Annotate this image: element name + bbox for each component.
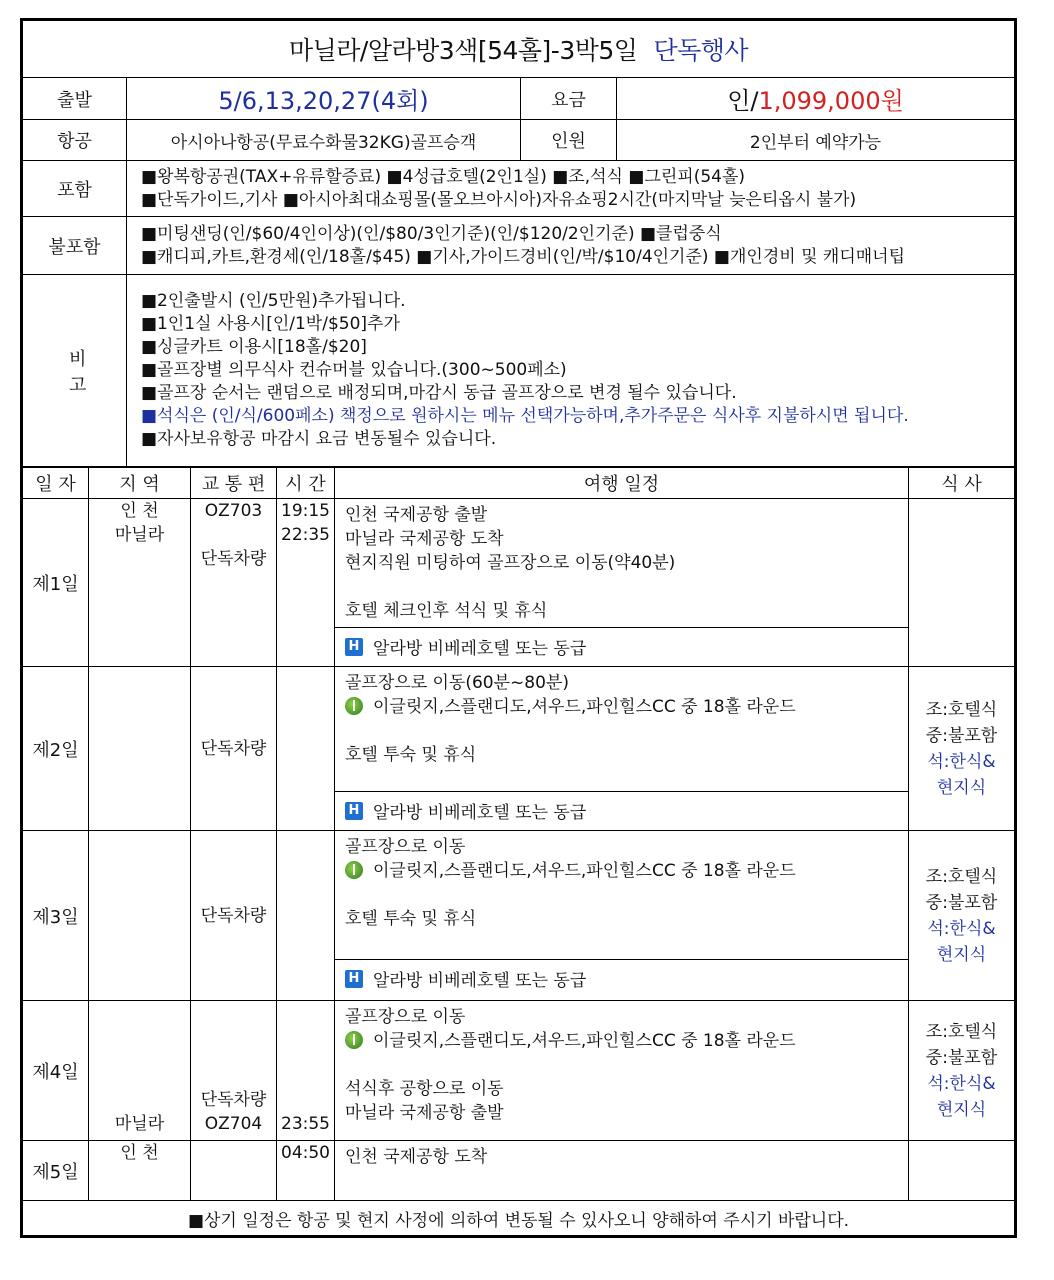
day-label: 제5일 — [23, 1141, 89, 1201]
hotel-name: 알라방 비베레호텔 또는 동급 — [373, 971, 587, 991]
schedule-line: 마닐라 국제공항 도착 — [345, 529, 504, 549]
meal-lunch: 중:불포함 — [925, 725, 998, 746]
schedule-cell — [335, 667, 909, 831]
people-label: 인원 — [521, 120, 617, 161]
schedule-line: 골프장으로 이동 — [345, 1007, 466, 1027]
day-row-3 — [23, 831, 1015, 1001]
note-label: 비고 — [23, 275, 127, 467]
note-list — [127, 275, 1015, 467]
schedule-line: 골프장으로 이동 — [345, 837, 466, 857]
page-title — [23, 21, 1015, 78]
hotel-line — [335, 628, 908, 665]
vehicle: 단독차량 — [200, 905, 267, 926]
time-line: 19:15 — [281, 501, 330, 521]
footer-notice: ■상기 일정은 항공 및 현지 사정에 의하여 변동될 수 있사오니 양해하여 주시기 바랍니다. — [23, 1201, 1015, 1236]
schedule-line: 인천 국제공항 도착 — [345, 1147, 488, 1167]
region-line: 마닐라 — [114, 525, 165, 545]
note-line: ■골프장 순서는 랜덤으로 배정되며,마감시 동급 골프장으로 변경 될수 있습니다. — [141, 383, 737, 403]
schedule-cell — [335, 831, 909, 1001]
itinerary-sheet — [20, 18, 1017, 1238]
col-schedule: 여행 일정 — [335, 468, 909, 499]
schedule-line: 골프장으로 이동(60분~80분) — [345, 673, 569, 693]
schedule-line: 호텔 투숙 및 휴식 — [345, 745, 477, 765]
region-cell — [89, 499, 191, 667]
fee-value — [617, 78, 1015, 120]
golf-icon — [345, 697, 363, 715]
time-cell — [277, 499, 335, 667]
note-line: ■골프장별 의무식사 컨슈머블 있습니다.(300~500페소) — [141, 360, 567, 380]
schedule-cell — [335, 1001, 909, 1141]
meal-breakfast: 조:호텔식 — [925, 866, 998, 887]
vehicle: 단독차량 — [200, 738, 267, 759]
flight-code: OZ704 — [204, 1114, 263, 1134]
day-row-4 — [23, 1001, 1015, 1141]
day-row-1 — [23, 499, 1015, 667]
air-label: 항공 — [23, 120, 127, 161]
exclude-list — [127, 217, 1015, 275]
exclude-label: 불포함 — [23, 217, 127, 275]
note-line: ■2인출발시 (인/5만원)추가됩니다. — [141, 291, 406, 311]
time-cell — [277, 1141, 335, 1201]
day-row-2 — [23, 667, 1015, 831]
fee-amount: 1,099,000원 — [758, 87, 904, 115]
col-time: 시 간 — [277, 468, 335, 499]
golf-line — [345, 859, 898, 883]
time-line: 23:55 — [281, 1114, 330, 1134]
meal-dinner: 현지식 — [936, 1099, 987, 1120]
day-label: 제3일 — [23, 831, 89, 1001]
meal-dinner: 석:한식& — [927, 1073, 996, 1094]
col-meal: 식 사 — [909, 468, 1015, 499]
golf-text: 이글릿지,스플랜디도,셔우드,파인힐스CC 중 18홀 라운드 — [373, 1031, 796, 1051]
schedule-line: 현지직원 미팅하여 골프장으로 이동(약40분) — [345, 553, 676, 573]
meal-cell — [909, 667, 1015, 831]
include-list — [127, 161, 1015, 217]
hotel-line — [335, 960, 908, 997]
golf-line — [345, 695, 898, 719]
golf-icon — [345, 861, 363, 879]
schedule-line: 마닐라 국제공항 출발 — [345, 1103, 504, 1123]
meal-lunch: 중:불포함 — [925, 892, 998, 913]
hotel-line — [335, 792, 908, 829]
meal-cell — [909, 831, 1015, 1001]
time-line: 22:35 — [281, 525, 330, 545]
transport-cell — [191, 667, 277, 831]
day-row-5 — [23, 1141, 1015, 1201]
col-transport: 교 통 편 — [191, 468, 277, 499]
itinerary-table — [22, 467, 1015, 1236]
depart-value: 5/6,13,20,27(4회) — [127, 78, 521, 120]
golf-icon — [345, 1031, 363, 1049]
exclude-line: ■캐디피,카트,환경세(인/18홀/$45) ■기사,가이드경비(인/박/$10/4인기준) ■개인경비 및 캐디매너팁 — [141, 246, 906, 267]
meal-dinner: 현지식 — [936, 777, 987, 798]
people-value: 2인부터 예약가능 — [617, 120, 1015, 161]
meal-cell — [909, 499, 1015, 667]
meal-cell — [909, 1141, 1015, 1201]
transport-cell — [191, 1141, 277, 1201]
time-cell — [277, 667, 335, 831]
region-cell — [89, 831, 191, 1001]
meal-breakfast: 조:호텔식 — [925, 699, 998, 720]
golf-text: 이글릿지,스플랜디도,셔우드,파인힐스CC 중 18홀 라운드 — [373, 861, 796, 881]
golf-text: 이글릿지,스플랜디도,셔우드,파인힐스CC 중 18홀 라운드 — [373, 697, 796, 717]
region-cell — [89, 1141, 191, 1201]
hotel-icon: H — [345, 802, 363, 820]
note-line: ■자사보유항공 마감시 요금 변동될수 있습니다. — [141, 429, 497, 449]
fee-prefix: 인/ — [727, 87, 759, 115]
title-accent: 단독행사 — [653, 36, 749, 65]
meal-dinner: 석:한식& — [927, 918, 996, 939]
meal-lunch: 중:불포함 — [925, 1047, 998, 1068]
hotel-name: 알라방 비베레호텔 또는 동급 — [373, 803, 587, 823]
hotel-icon: H — [345, 638, 363, 656]
region-line: 인 천 — [120, 1143, 159, 1163]
exclude-line: ■미팅샌딩(인/$60/4인이상)(인/$80/3인기준)(인/$120/2인기준) ■클럽중식 — [141, 223, 722, 244]
flight-code: OZ703 — [204, 501, 263, 521]
header-table — [22, 20, 1015, 467]
air-value: 아시아나항공(무료수화물32KG)골프승객 — [127, 120, 521, 161]
day-label: 제4일 — [23, 1001, 89, 1141]
note-line: ■싱글카트 이용시[18홀/$20] — [141, 337, 367, 357]
golf-line — [345, 1029, 898, 1053]
col-region: 지 역 — [89, 468, 191, 499]
schedule-line: 석식후 공항으로 이동 — [345, 1079, 504, 1099]
day-label: 제2일 — [23, 667, 89, 831]
meal-dinner: 석:한식& — [927, 751, 996, 772]
transport-cell — [191, 831, 277, 1001]
include-line: ■왕복항공권(TAX+유류할증료) ■4성급호텔(2인1실) ■조,석식 ■그린피(54홀) — [141, 166, 746, 187]
fee-label: 요금 — [521, 78, 617, 120]
note-line-dinner: ■석식은 (인/식/600페소) 책정으로 원하시는 메뉴 선택가능하며,추가주문은 식사후 지불하시면 됩니다. — [141, 406, 909, 426]
transport-cell — [191, 499, 277, 667]
meal-breakfast: 조:호텔식 — [925, 1021, 998, 1042]
col-day: 일 자 — [23, 468, 89, 499]
transport-cell — [191, 1001, 277, 1141]
schedule-line: 인천 국제공항 출발 — [345, 505, 488, 525]
include-label: 포함 — [23, 161, 127, 217]
time-line: 04:50 — [281, 1143, 330, 1163]
depart-label: 출발 — [23, 78, 127, 120]
title-main: 마닐라/알라방3색[54홀]-3박5일 — [288, 36, 638, 65]
vehicle: 단독차량 — [200, 1090, 267, 1110]
schedule-cell — [335, 499, 909, 667]
region-cell — [89, 667, 191, 831]
schedule-line: 호텔 체크인후 석식 및 휴식 — [345, 601, 548, 621]
hotel-icon: H — [345, 970, 363, 988]
time-cell — [277, 1001, 335, 1141]
vehicle: 단독차량 — [200, 549, 267, 569]
meal-cell — [909, 1001, 1015, 1141]
region-line: 마닐라 — [114, 1114, 165, 1134]
include-line: ■단독가이드,기사 ■아시아최대쇼핑몰(몰오브아시아)자유쇼핑2시간(마지막날 늦은티옵시 불가) — [141, 189, 857, 210]
schedule-cell — [335, 1141, 909, 1201]
region-cell — [89, 1001, 191, 1141]
hotel-name: 알라방 비베레호텔 또는 동급 — [373, 639, 587, 659]
region-line: 인 천 — [120, 501, 159, 521]
note-line: ■1인1실 사용시[인/1박/$50]추가 — [141, 314, 400, 334]
day-label: 제1일 — [23, 499, 89, 667]
schedule-line: 호텔 투숙 및 휴식 — [345, 909, 477, 929]
meal-dinner: 현지식 — [936, 944, 987, 965]
time-cell — [277, 831, 335, 1001]
